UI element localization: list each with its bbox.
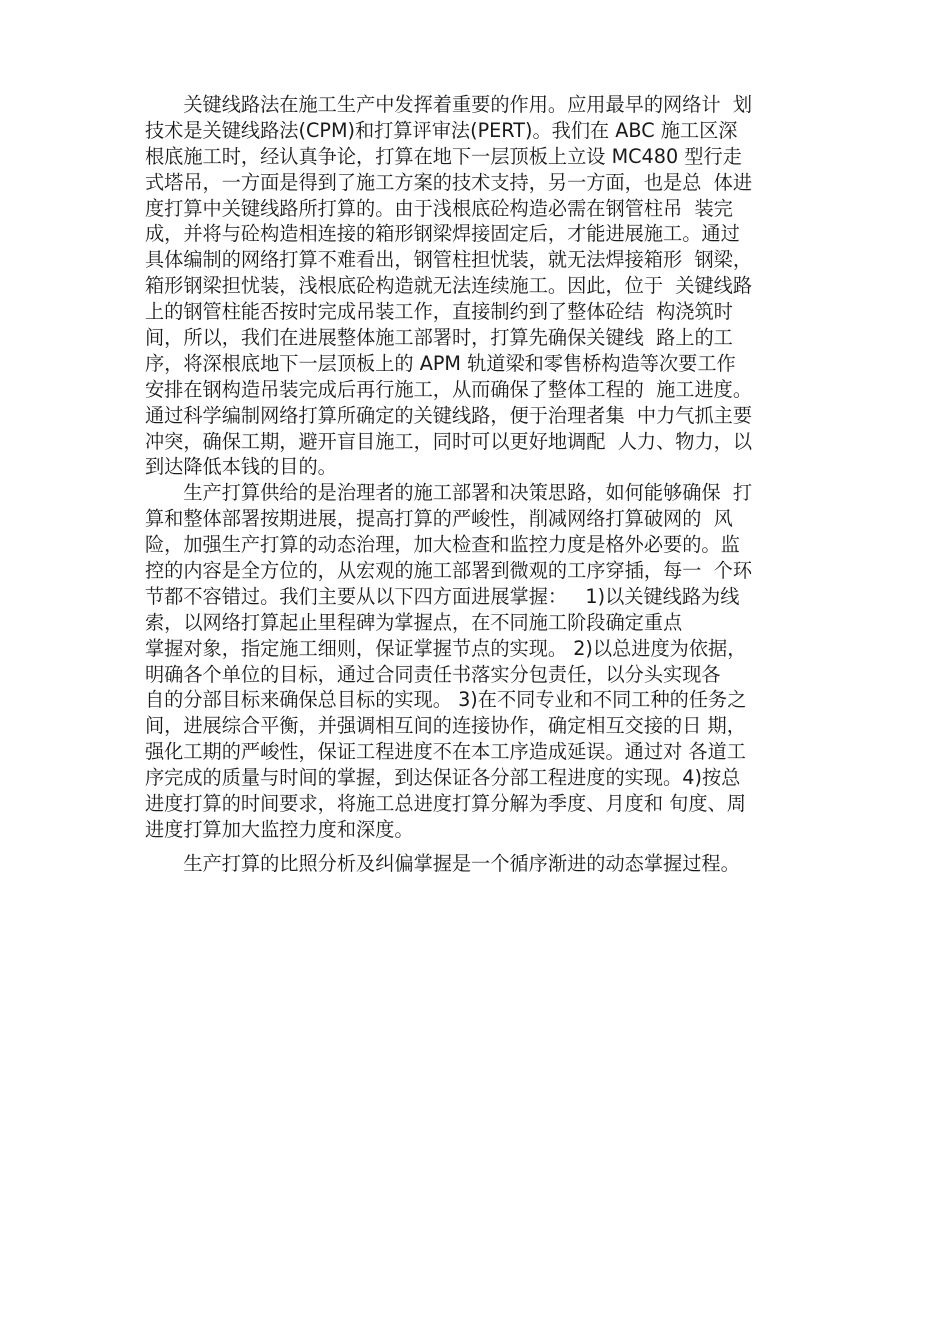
text-line: 安排在钢构造吊装完成后再行施工，从而确保了整体工程的 施工进度。: [145, 377, 753, 401]
text-line: 生产打算的比照分析及纠偏掌握是一个循序渐进的动态掌握过程。: [145, 851, 740, 875]
text-line: 险，加强生产打算的动态治理，加大检查和监控力度是格外必要的。监: [145, 533, 740, 557]
text-line: 进度打算加大监控力度和深度。: [145, 817, 414, 841]
text-line: 节都不容错过。我们主要从以下四方面进展掌握： 1)以关键线路为线: [145, 584, 740, 608]
text-line: 度打算中关键线路所打算的。由于浅根底砼构造必需在钢管柱吊 装完: [145, 196, 733, 220]
text-line: 明确各个单位的目标，通过合同责任书落实分包责任，以分头实现各: [145, 662, 721, 686]
text-line: 通过科学编制网络打算所确定的关键线路，便于治理者集 中力气抓主要: [145, 403, 753, 427]
text-line: 冲突，确保工期，避开盲目施工，同时可以更好地调配 人力、物力，以: [145, 429, 753, 453]
text-line: 序，将深根底地下一层顶板上的 APM 轨道梁和零售桥构造等次要工作: [145, 351, 736, 375]
text-line: 关键线路法在施工生产中发挥着重要的作用。应用最早的网络计 划: [145, 93, 753, 116]
text-line: 进度打算的时间要求，将施工总进度打算分解为季度、月度和 旬度、周: [145, 792, 746, 816]
text-line: 索，以网络打算起止里程碑为掌握点，在不同施工阶段确定重点: [145, 610, 683, 634]
text-line: 序完成的质量与时间的掌握，到达保证各分部工程进度的实现。4)按总: [145, 766, 741, 790]
text-line: 到达降低本钱的目的。: [145, 455, 337, 479]
text-line: 自的分部目标来确保总目标的实现。 3)在不同专业和不同工种的任务之: [145, 688, 747, 712]
text-line: 算和整体部署按期进展，提高打算的严峻性，削减网络打算破网的 风: [145, 507, 733, 531]
text-line: 成，并将与砼构造相连接的箱形钢梁焊接固定后，才能进展施工。通过: [145, 222, 740, 246]
text-line: 具体编制的网络打算不难看出，钢管柱担忧装，就无法焊接箱形 钢梁，: [145, 248, 753, 272]
text-line: 强化工期的严峻性，保证工程进度不在本工序造成延误。通过对 各道工: [145, 740, 746, 764]
text-line: 技术是关键线路法(CPM)和打算评审法(PERT)。我们在 ABC 施工区深: [145, 118, 738, 142]
paragraph-critical-path: [145, 92, 817, 480]
text-line: 式塔吊，一方面是得到了施工方案的技术支持，另一方面，也是总 体进: [145, 170, 753, 194]
paragraph-schedule-control: [145, 480, 817, 842]
paragraph-deviation-analysis: [145, 851, 817, 877]
text-line: 根底施工时，经认真争论，打算在地下一层顶板上立设 MC480 型行走: [145, 144, 742, 168]
text-line: 间，进展综合平衡，并强调相互间的连接协作，确定相互交接的日 期，: [145, 714, 746, 738]
text-line: 上的钢管柱能否按时完成吊装工作，直接制约到了整体砼结 构浇筑时: [145, 300, 733, 324]
text-line: 生产打算供给的是治理者的施工部署和决策思路，如何能够确保 打: [145, 481, 753, 505]
paragraph-spacer: [145, 843, 817, 851]
document-body: [145, 92, 817, 877]
text-line: 箱形钢梁担忧装，浅根底砼构造就无法连续施工。因此，位于 关键线路: [145, 274, 753, 298]
text-line: 控的内容是全方位的，从宏观的施工部署到微观的工序穿插，每一 个环: [145, 559, 753, 583]
text-line: 掌握对象，指定施工细则，保证掌握节点的实现。 2)以总进度为依据，: [145, 636, 747, 660]
text-line: 间，所以，我们在进展整体施工部署时，打算先确保关键线 路上的工: [145, 326, 733, 350]
